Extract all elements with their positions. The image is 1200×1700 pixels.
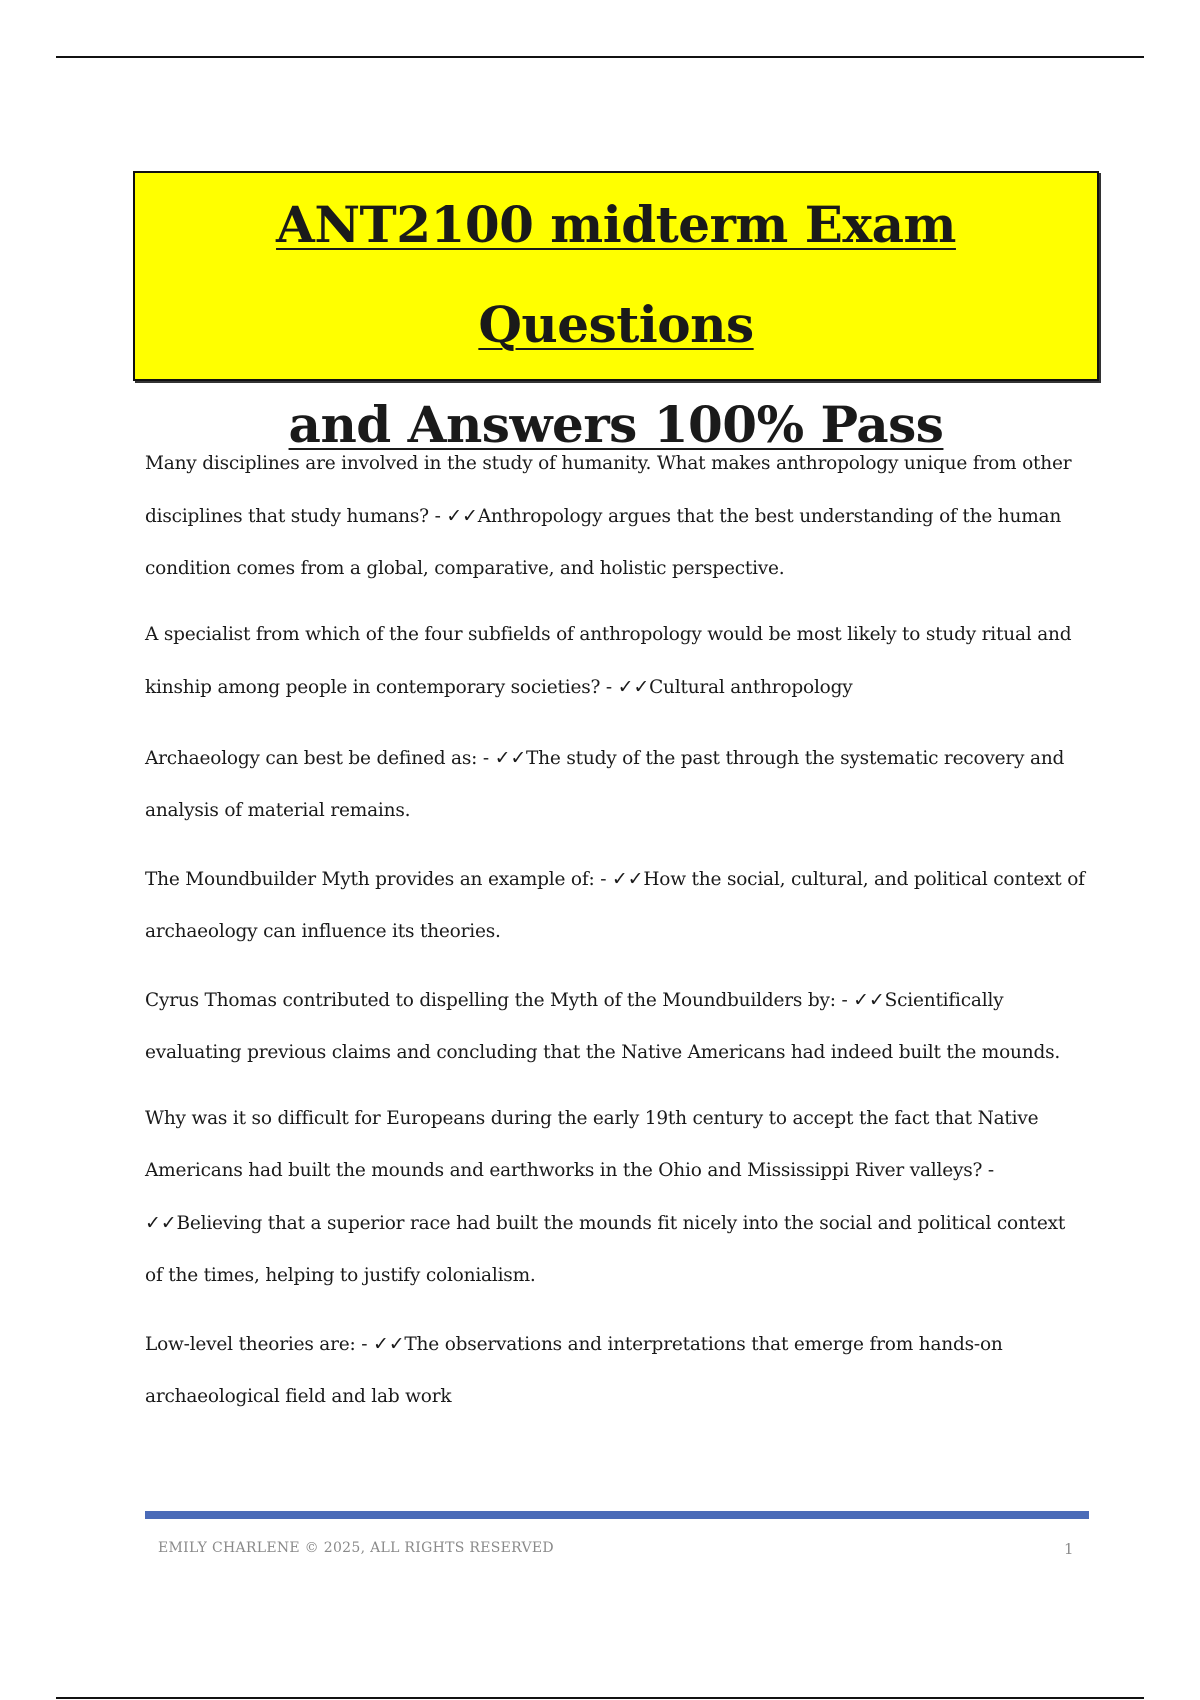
check-icon: ✓✓ <box>611 868 644 890</box>
answer-text: How the social, cultural, and political context of archaeology can influence its theories. <box>145 869 1085 942</box>
question-text: Archaeology can best be defined as: - <box>145 748 495 769</box>
footer-copyright: EMILY CHARLENE © 2025, ALL RIGHTS RESERVED <box>158 1540 554 1556</box>
question-text: Low-level theories are: - <box>145 1334 373 1355</box>
qa-item <box>145 732 1085 837</box>
answer-text: The study of the past through the systematic recovery and analysis of material remains. <box>145 748 1065 821</box>
qa-item <box>145 853 1085 958</box>
qa-item <box>145 1318 1085 1423</box>
title-banner <box>133 171 1099 454</box>
answer-text: Scientifically evaluating previous claims and concluding that the Native Americans had indeed built the mounds. <box>145 990 1061 1063</box>
footer-bar <box>145 1511 1089 1519</box>
check-icon: ✓✓ <box>372 1333 405 1355</box>
answer-text: Anthropology argues that the best understanding of the human condition comes from a global, comparative, and holistic perspective. <box>145 506 1062 579</box>
bottom-rule <box>56 1697 1144 1699</box>
question-text: Many disciplines are involved in the study of humanity. What makes anthropology unique from other disciplines that study humans? - <box>145 453 1072 527</box>
qa-item <box>145 438 1085 595</box>
check-icon: ✓✓ <box>617 676 650 698</box>
qa-list <box>145 438 1085 1423</box>
question-text: A specialist from which of the four subfields of anthropology would be most likely to study ritual and kinship among people in contemporary societies? - <box>145 624 1072 698</box>
answer-text: The observations and interpretations that emerge from hands-on archaeological field and lab work <box>145 1334 1003 1407</box>
qa-item <box>145 974 1085 1079</box>
top-rule <box>56 56 1144 58</box>
check-icon: ✓✓ <box>446 505 478 527</box>
qa-item <box>145 609 1085 714</box>
title-line-1: ANT2100 midterm Exam Questions <box>276 195 956 354</box>
title-line-2: and Answers 100% Pass <box>288 395 944 454</box>
question-text: Why was it so difficult for Europeans during the early 19th century to accept the fact that Native Americans had built the mounds and earthworks in the Ohio and Mississippi River valleys? - <box>145 1108 1039 1181</box>
question-text: Cyrus Thomas contributed to dispelling the Myth of the Moundbuilders by: - <box>145 990 854 1011</box>
check-icon: ✓✓ <box>494 747 527 769</box>
page-number: 1 <box>1064 1540 1074 1558</box>
question-text: The Moundbuilder Myth provides an example of: - <box>145 869 612 890</box>
qa-item <box>145 1093 1085 1302</box>
answer-text: Cultural anthropology <box>649 677 853 698</box>
check-icon: ✓✓ <box>853 989 885 1011</box>
answer-text: Believing that a superior race had built the mounds fit nicely into the social and political context of the times, helping to justify colonialism. <box>145 1213 1066 1286</box>
check-icon: ✓✓ <box>145 1212 177 1234</box>
